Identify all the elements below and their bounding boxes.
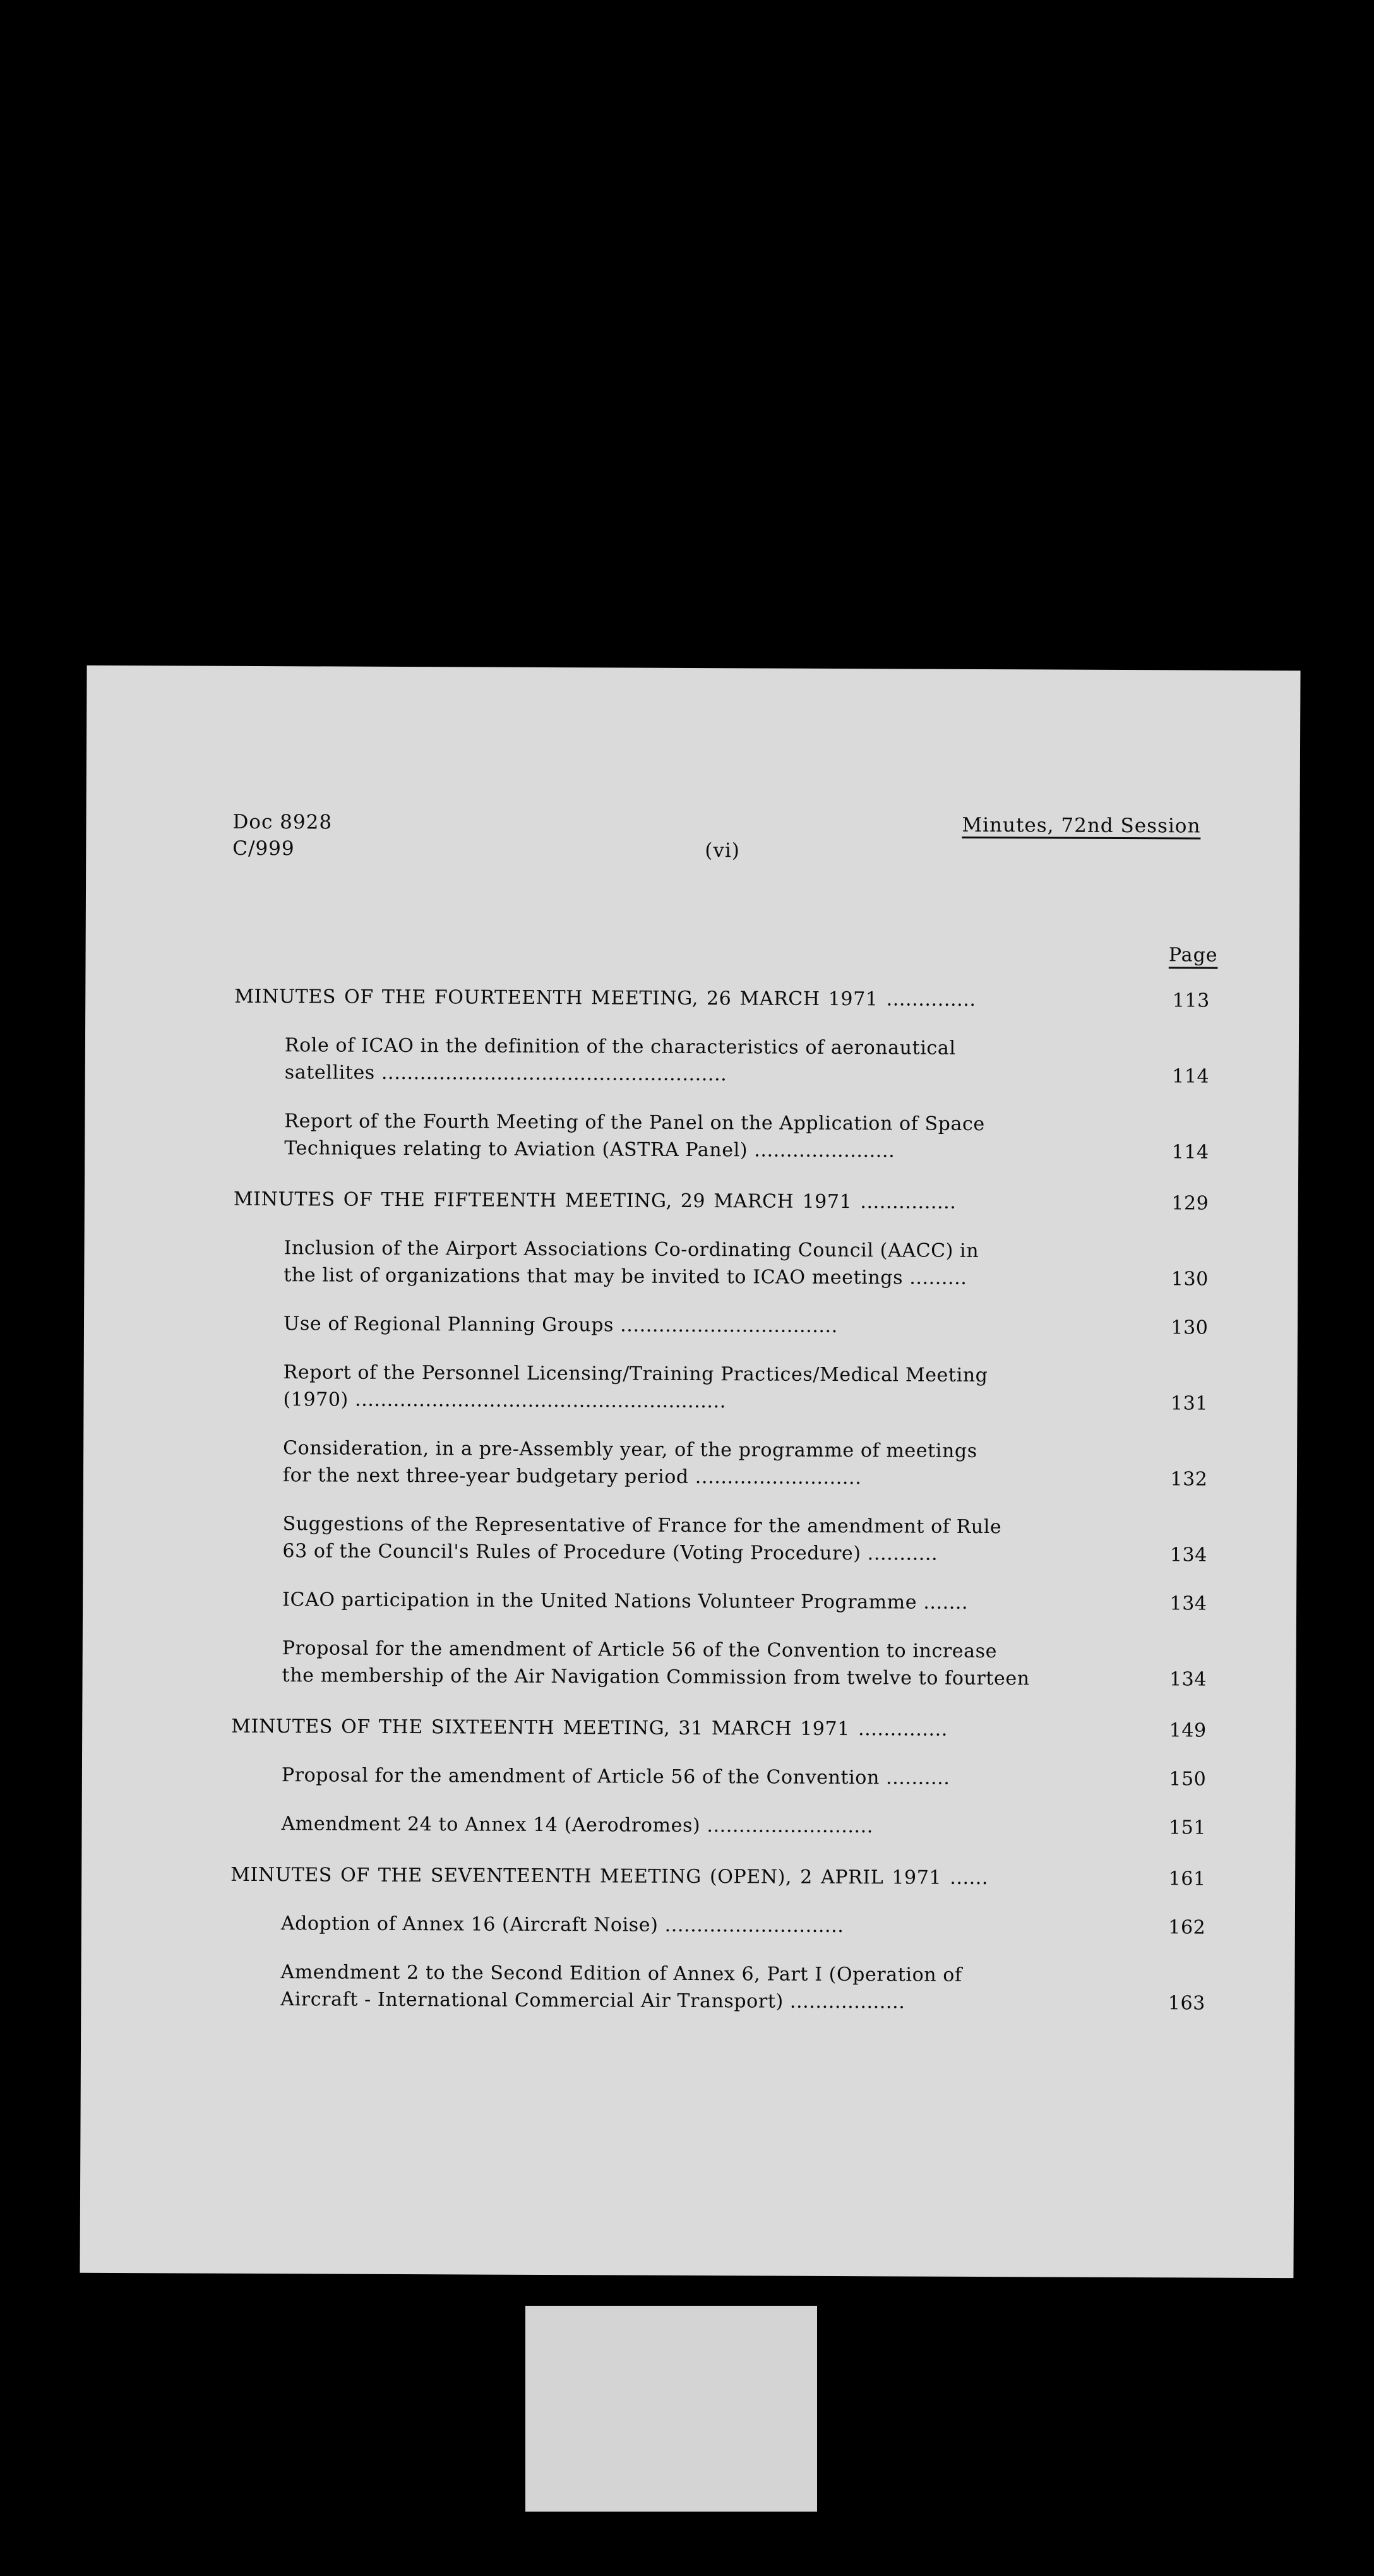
toc-entry-page: 134 [1169,1592,1207,1615]
toc-entry-page: 130 [1171,1316,1209,1339]
toc-entry-page: 162 [1168,1916,1206,1939]
toc-entry-page: 130 [1171,1268,1209,1291]
toc-entry-title: Amendment 2 to the Second Edition of Annex 6, Part I (Operation of Aircraft - International Commercial Air Transport) .................. [280,1961,962,2013]
document-identifier [232,809,332,862]
page-column-label: Page [1168,944,1218,967]
toc-entry-title: MINUTES OF THE FIFTEENTH MEETING, 29 MARCH 1971 ............... [233,1188,957,1213]
toc-entry-page: 114 [1172,1065,1210,1088]
toc-entry-title: Adoption of Annex 16 (Aircraft Noise) ............................ [280,1912,844,1938]
toc-entry-title: Proposal for the amendment of Article 56 of the Convention to increase the membership of the Air Navigation Commission from twelve to fourteen [282,1637,1030,1690]
toc-entry-page: 163 [1168,1992,1205,2015]
toc-entry-title: ICAO participation in the United Nations Volunteer Programme ....... [282,1589,969,1614]
toc-entry-title: MINUTES OF THE SIXTEENTH MEETING, 31 MARCH 1971 .............. [231,1715,948,1741]
toc-meeting-entry [231,1713,1216,1744]
toc-entry-page: 134 [1169,1668,1207,1691]
toc-entry-title: Proposal for the amendment of Article 56 of the Convention .......... [281,1764,950,1789]
toc-entry-page: 161 [1168,1868,1206,1890]
toc-item-entry [233,1234,1218,1293]
toc-item-entry [231,1762,1216,1793]
table-of-contents [230,983,1219,2039]
toc-entry-page: 114 [1171,1141,1209,1164]
reference-card [525,2306,817,2512]
toc-item-entry [234,1032,1219,1090]
toc-entry-page: 151 [1168,1816,1207,1839]
toc-entry-page: 134 [1169,1544,1208,1566]
toc-entry-page: 149 [1169,1719,1207,1742]
toc-item-entry [234,1107,1219,1166]
toc-entry-page: 131 [1170,1392,1209,1415]
running-title: Minutes, 72nd Session [962,813,1201,838]
toc-entry-title: MINUTES OF THE FOURTEENTH MEETING, 26 MARCH 1971 .............. [234,985,976,1011]
toc-meeting-entry [230,1861,1216,1893]
document-page [80,665,1300,2278]
toc-meeting-entry [234,983,1219,1015]
toc-entry-title: Suggestions of the Representative of France for the amendment of Rule 63 of the Council's Rules of Procedure (Voting Procedure) ........... [282,1513,1002,1565]
toc-item-entry [232,1359,1217,1417]
toc-entry-title: Amendment 24 to Annex 14 (Aerodromes) .......................... [281,1813,874,1838]
doc-number: Doc 8928 [232,810,333,834]
toc-item-entry [233,1310,1218,1342]
toc-entry-page: 129 [1171,1192,1209,1215]
toc-entry-title: Report of the Fourth Meeting of the Panel on the Application of Space Techniques relating to Aviation (ASTRA Panel) ...................... [284,1110,985,1162]
toc-item-entry [230,1910,1216,1941]
toc-item-entry [230,1959,1215,2017]
toc-entry-title: Inclusion of the Airport Associations Co-ordinating Council (AACC) in the list of organizations that may be invited to ICAO meetings ......... [284,1237,979,1289]
toc-entry-page: 150 [1169,1768,1207,1791]
council-number: C/999 [232,837,295,861]
toc-entry-page: 113 [1172,989,1210,1012]
toc-entry-title: Consideration, in a pre-Assembly year, of the programme of meetings for the next three-year budgetary period .......................... [282,1437,977,1489]
page-numeral: (vi) [705,839,740,862]
toc-item-entry [230,1810,1216,1842]
toc-item-entry [232,1510,1217,1569]
toc-item-entry [232,1586,1217,1618]
toc-item-entry [232,1434,1217,1493]
toc-entry-title: Report of the Personnel Licensing/Training Practices/Medical Meeting (1970) .......................................................... [283,1361,988,1413]
toc-item-entry [231,1635,1216,1693]
toc-entry-title: MINUTES OF THE SEVENTEENTH MEETING (OPEN), 2 APRIL 1971 ...... [230,1863,989,1890]
toc-entry-title: Role of ICAO in the definition of the characteristics of aeronautical satellites ...................................................... [284,1034,956,1086]
toc-entry-title: Use of Regional Planning Groups .................................. [283,1313,838,1338]
toc-entry-page: 132 [1170,1468,1208,1491]
toc-meeting-entry [234,1186,1219,1217]
